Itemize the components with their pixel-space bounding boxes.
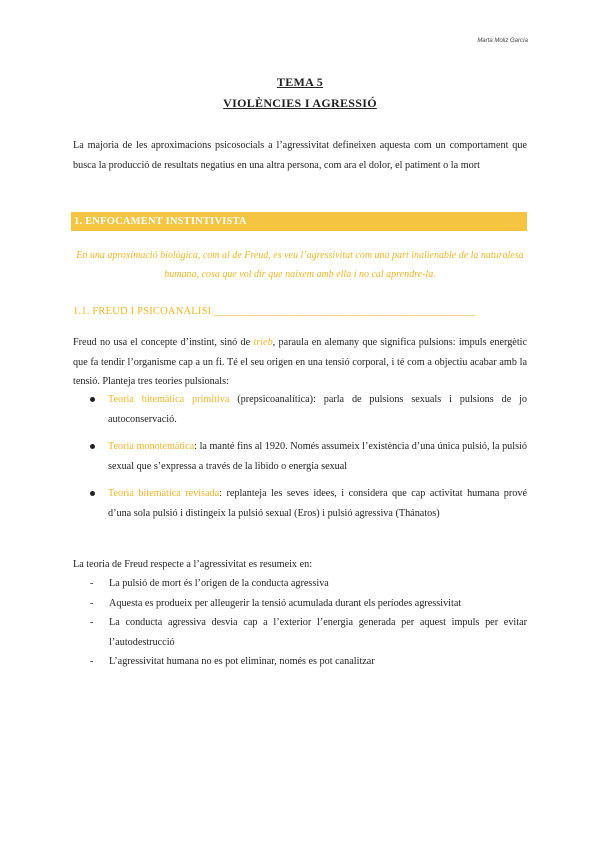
bullet-icon [90, 491, 95, 496]
theory-name: Teoria bitemàtica primitiva [108, 394, 230, 405]
list-item [90, 390, 527, 429]
summary-text: L’agressivitat humana no es pot eliminar, només es pot canalitzar [109, 656, 375, 667]
summary-text: Aquesta es produeix per alleugerir la tensió acumulada durant els períodes agressivitat [109, 597, 462, 609]
list-item [90, 652, 527, 672]
subsection-title: 1.1. FREUD I PSICOANÀLISI [73, 306, 212, 317]
theory-name: Teoria bitemàtica revisada [108, 488, 220, 499]
freud-text-start: Freud no usa el concepte d’instint, sinó de [73, 337, 254, 348]
author-name: Marta Moliz García [477, 38, 528, 44]
dash-marker: - [90, 597, 94, 609]
subsection-heading [73, 306, 527, 317]
list-item [90, 594, 527, 614]
page-title: VIOLÈNCIES I AGRESSIÓ [223, 96, 377, 110]
section-quote: En una aproximació biològica, com al de Freud, es veu l’agressivitat com una part inalienable de la naturalesa humana, cosa que vol dir que naixem amb ella i no cal aprendre-la. [76, 250, 524, 280]
list-item [90, 437, 527, 476]
list-item [90, 574, 527, 594]
freud-paragraph [73, 333, 527, 392]
theories-list [90, 390, 527, 531]
topic-number: TEMA 5 [276, 75, 324, 89]
list-item [90, 484, 527, 523]
summary-text: La pulsió de mort és l’origen de la conducta agressiva [109, 578, 329, 589]
bullet-icon [90, 444, 95, 449]
theory-text: (prepsicoanalítica): parla de pulsions sexuals i pulsions de jo autoconservació. [108, 394, 527, 425]
summary-text: La conducta agressiva desvia cap a l’exterior l’energia generada per aquest impuls per evitar l’autodestrucció [109, 617, 527, 648]
theory-text: : la manté fins al 1920. Només assumeix l’existència d’una única pulsió, la pulsió sexual que s’expressa a través de la libido o energia sexual [108, 441, 527, 472]
bullet-icon [90, 397, 95, 402]
theory-text: : replanteja les seves idees, i considera que cap activitat humana prové d’una sola pulsió i distingeix la pulsió sexual (Eros) i pulsió agressiva (Thánatos) [108, 488, 527, 519]
dash-marker: - [90, 617, 94, 628]
summary-list [90, 574, 527, 672]
theory-name: Teoria monotemàtica [108, 441, 195, 452]
freud-text-end: , paraula en alemany que significa pulsions: impuls energètic que fa tendir l’organisme cap a un fi. Té el seu origen en una tensió corporal, i té com a objectiu acabar amb la tensió. Planteja tres teories pulsionals: [73, 337, 527, 387]
subsection-rule: ________________________________________________ [214, 306, 476, 317]
list-item [90, 613, 527, 652]
summary-intro: La teoria de Freud respecte a l’agressivitat es resumeix en: [73, 559, 313, 570]
dash-marker: - [90, 578, 94, 589]
dash-marker: - [90, 656, 94, 667]
trieb-term: trieb [253, 337, 273, 348]
intro-paragraph: La majoria de les aproximacions psicosocials a l’agressivitat defineixen aquesta com un comportament que busca la producció de resultats negatius en una altra persona, com ara el dolor, el patiment o la mort [73, 140, 527, 171]
section-heading: 1. ENFOCAMENT INSTINTIVISTA [71, 212, 527, 231]
